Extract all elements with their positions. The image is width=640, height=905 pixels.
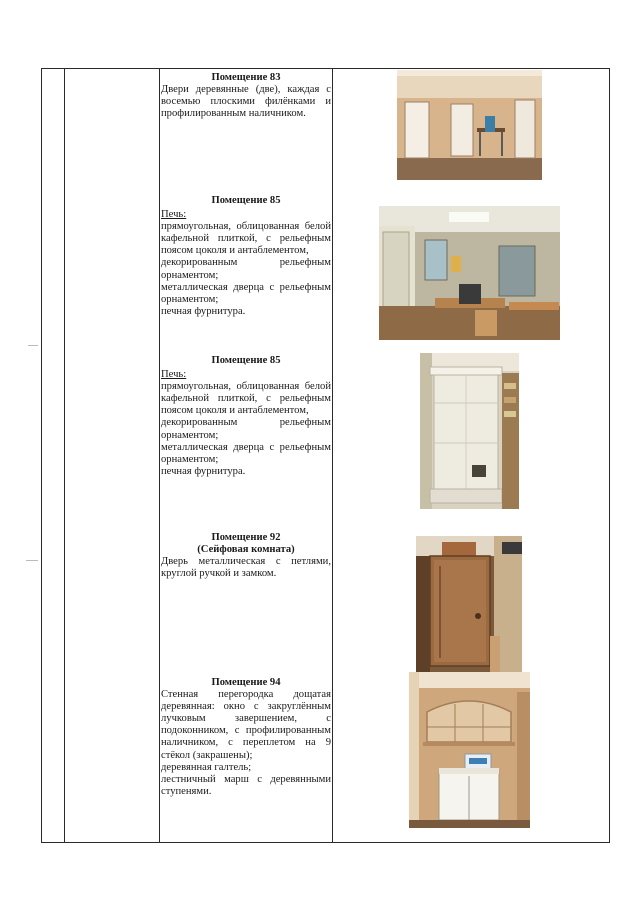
entry-room-94 — [161, 677, 331, 798]
section-heading: Печь: — [161, 209, 187, 221]
section-heading: Печь: — [161, 369, 187, 381]
entry-room-85-stove — [161, 195, 331, 318]
room-title: Помещение 85 — [211, 195, 281, 206]
description-line: печная фурнитура. — [161, 305, 246, 317]
description-line: печная фурнитура. — [161, 465, 246, 477]
safe-door-photo — [416, 536, 522, 672]
room-title: Помещение 94 — [211, 677, 281, 688]
entry-room-83 — [161, 72, 331, 120]
room-subtitle: (Сейфовая комната) — [197, 544, 295, 556]
room-title: Помещение 83 — [211, 72, 281, 83]
scan-mark — [28, 345, 38, 346]
entry-room-85-stove-detail — [161, 355, 331, 478]
description-line: Стенная перегородка дощатая деревянная: окно с закруглённым лучковым завершением, с подоконником, с профилированным наличником, с переплетом на 9 стёкол (закрашены); — [161, 689, 331, 761]
table-border-right — [609, 68, 610, 843]
table-column-divider — [332, 68, 333, 843]
room-title: Помещение 85 — [211, 355, 281, 366]
partition-wall-photo — [409, 672, 530, 828]
room-description: Двери деревянные (две), каждая с восемью плоскими филёнками и профилированным наличником. — [161, 84, 331, 120]
entry-room-92 — [161, 532, 331, 580]
table-column-divider — [159, 68, 160, 843]
description-line: прямоугольная, облицованная белой кафельной плиткой, с рельефным поясом цоколя и антаблементом, — [161, 381, 331, 417]
table-border-top — [41, 68, 610, 69]
office-stove-photo — [379, 206, 560, 340]
description-line: прямоугольная, облицованная белой кафельной плиткой, с рельефным поясом цоколя и антаблементом, — [161, 221, 331, 257]
scan-mark — [26, 560, 38, 561]
table-border-bottom — [41, 842, 610, 843]
table-column-divider — [64, 68, 65, 843]
description-line: декорированным рельефным орнаментом; — [161, 417, 331, 441]
description-line: декорированным рельефным орнаментом; — [161, 257, 331, 281]
door-interior-photo — [397, 70, 542, 180]
table-border-left — [41, 68, 42, 843]
room-title: Помещение 92 — [211, 532, 281, 543]
description-line: металлическая дверца с рельефным орнаментом; — [161, 441, 331, 465]
tiled-stove-photo — [420, 353, 519, 509]
description-line: металлическая дверца с рельефным орнаментом; — [161, 281, 331, 305]
description-line: лестничный марш с деревянными ступенями. — [161, 773, 331, 797]
description-line: деревянная галтель; — [161, 761, 252, 773]
room-description: Дверь металлическая с петлями, круглой ручкой и замком. — [161, 556, 331, 580]
